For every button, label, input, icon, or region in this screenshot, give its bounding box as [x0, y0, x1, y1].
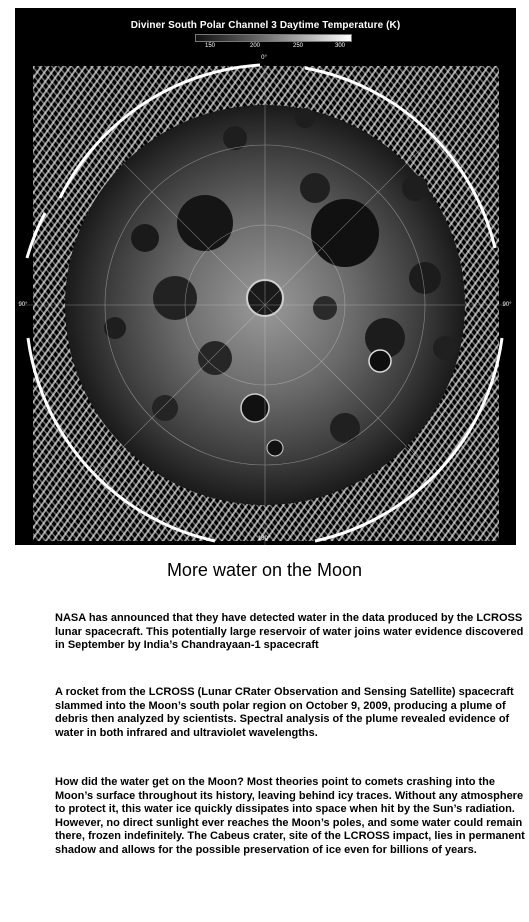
- colorbar-tick: 300: [334, 43, 346, 49]
- article-paragraph-3: How did the water get on the Moon? Most theories point to comets crashing into the Moon’s surface throughout its history, leaving behind icy traces. Without any atmosphere to protect it, this water ice quickly dissipates into space when hit by the Sun’s radiation. However, no direct sunlight ever reaches the Moon’s poles, and some water could remain there, frozen indefinitely. The Cabeus crater, site of the LCROSS impact, lies in permanent shadow and allows for the possible preservation of ice even for billions of years.: [55, 776, 525, 856]
- colorbar-tick: 150: [204, 43, 216, 49]
- longitude-label-top: 0°: [261, 55, 267, 61]
- lunar-polar-map-graphic: [15, 8, 516, 545]
- temperature-colorbar: [195, 34, 352, 42]
- figure-title: Diviner South Polar Channel 3 Daytime Temperature (K): [130, 20, 401, 31]
- longitude-label-bottom: 180°: [257, 536, 271, 542]
- article-caption: More water on the Moon: [166, 560, 363, 580]
- colorbar-tick: 250: [292, 43, 304, 49]
- article-paragraph-1: NASA has announced that they have detected water in the data produced by the LCROSS lunar spacecraft. This potentially large reservoir of water joins water evidence discovered in September by India’s Chandrayaan-1 spacecraft: [55, 612, 524, 651]
- article-paragraph-2: A rocket from the LCROSS (Lunar CRater Observation and Sensing Satellite) spacecraft slammed into the Moon’s south polar region on October 9, 2009, producing a plume of debris then analyzed by scientists. Spectral analysis of the plume revealed evidence of water in both infrared and ultraviolet wavelengths.: [55, 686, 514, 739]
- colorbar-tick: 200: [249, 43, 261, 49]
- longitude-label-left: 90°: [18, 302, 28, 308]
- south-pole-temperature-map: [15, 8, 516, 545]
- longitude-label-right: 90°: [502, 302, 512, 308]
